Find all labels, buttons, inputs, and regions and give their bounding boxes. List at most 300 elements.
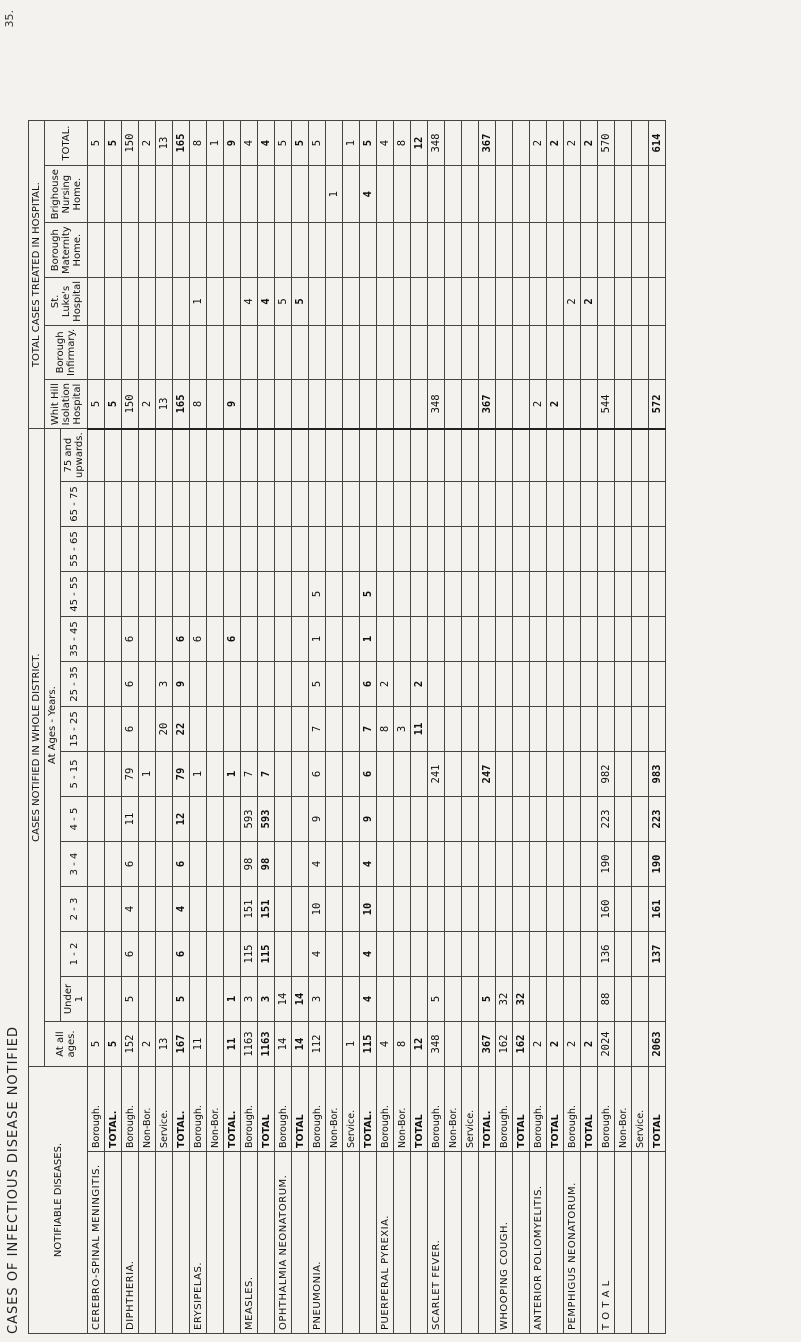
hospital-count-cell xyxy=(428,325,445,379)
hospital-count-cell xyxy=(394,166,411,223)
notified-count-cell xyxy=(326,797,343,842)
notified-count-cell xyxy=(530,842,547,887)
notified-count-cell xyxy=(530,977,547,1022)
notified-count-cell xyxy=(377,617,394,662)
notified-count-cell: 14 xyxy=(275,1022,292,1067)
disease-cell xyxy=(292,1152,309,1334)
hospital-count-cell xyxy=(292,223,309,278)
table-row xyxy=(275,121,292,1334)
notified-count-cell xyxy=(343,797,360,842)
notified-count-cell xyxy=(445,572,462,617)
hospital-count-cell xyxy=(547,278,564,326)
notified-count-cell xyxy=(88,932,105,977)
notified-count-cell xyxy=(224,662,241,707)
notified-count-cell xyxy=(530,887,547,932)
category-cell: TOTAL xyxy=(581,1067,598,1152)
hospital-col-header: Borough Maternity Home. xyxy=(45,223,88,278)
age-col-header: 2 - 3 xyxy=(61,887,88,932)
notified-count-cell: 3 xyxy=(241,977,258,1022)
notified-count-cell xyxy=(326,572,343,617)
category-cell: Non-Bor. xyxy=(615,1067,632,1152)
table-row xyxy=(190,121,207,1334)
hospital-count-cell xyxy=(122,325,139,379)
notified-count-cell: 247 xyxy=(479,752,496,797)
disease-cell xyxy=(343,1152,360,1334)
hospital-count-cell xyxy=(581,380,598,429)
hospital-count-cell xyxy=(343,166,360,223)
hospital-count-cell xyxy=(411,325,428,379)
hospital-count-cell: 2 xyxy=(547,380,564,429)
notified-count-cell xyxy=(343,887,360,932)
hospital-count-cell xyxy=(649,223,666,278)
notified-count-cell: 5 xyxy=(309,572,326,617)
notified-count-cell xyxy=(445,977,462,1022)
hospital-count-cell xyxy=(598,166,615,223)
hospital-count-cell xyxy=(258,223,275,278)
hospital-count-cell xyxy=(309,223,326,278)
hospital-count-cell: 5 xyxy=(105,121,122,166)
notified-count-cell xyxy=(479,797,496,842)
notified-count-cell xyxy=(581,887,598,932)
category-cell: Borough. xyxy=(275,1067,292,1152)
notified-count-cell xyxy=(190,887,207,932)
table-row xyxy=(649,121,666,1334)
hospital-count-cell xyxy=(275,380,292,429)
disease-cell xyxy=(581,1152,598,1334)
disease-cell xyxy=(207,1152,224,1334)
notified-count-cell: 8 xyxy=(377,707,394,752)
notified-count-cell: 6 xyxy=(122,842,139,887)
notified-count-cell: 4 xyxy=(360,842,377,887)
notified-count-cell xyxy=(530,752,547,797)
disease-cell: PEMPHIGUS NEONATORUM. xyxy=(564,1152,581,1334)
notified-count-cell xyxy=(411,429,428,482)
notified-count-cell xyxy=(139,842,156,887)
notified-count-cell xyxy=(632,1022,649,1067)
hospital-count-cell xyxy=(615,380,632,429)
notified-count-cell: 6 xyxy=(190,617,207,662)
category-cell: TOTAL. xyxy=(360,1067,377,1152)
disease-cell xyxy=(139,1152,156,1334)
notified-count-cell xyxy=(207,1022,224,1067)
hospital-count-cell xyxy=(207,325,224,379)
notified-count-cell xyxy=(564,617,581,662)
notified-count-cell: 32 xyxy=(496,977,513,1022)
hospital-count-cell: 150 xyxy=(122,121,139,166)
notified-count-cell xyxy=(207,707,224,752)
hospital-count-cell: 8 xyxy=(190,121,207,166)
notified-count-cell xyxy=(394,887,411,932)
notified-count-cell xyxy=(445,797,462,842)
notified-count-cell xyxy=(547,752,564,797)
notified-count-cell xyxy=(88,662,105,707)
hospital-count-cell xyxy=(309,278,326,326)
notified-count-cell xyxy=(377,752,394,797)
hospital-count-cell xyxy=(513,278,530,326)
hospital-count-cell: 165 xyxy=(173,380,190,429)
hospital-count-cell xyxy=(224,223,241,278)
notified-count-cell: 1163 xyxy=(241,1022,258,1067)
notified-count-cell xyxy=(275,527,292,572)
notified-count-cell xyxy=(445,932,462,977)
hospital-count-cell: 2 xyxy=(564,121,581,166)
notified-count-cell xyxy=(190,932,207,977)
hospital-count-cell xyxy=(241,380,258,429)
notified-count-cell xyxy=(343,617,360,662)
notified-count-cell xyxy=(649,572,666,617)
notified-count-cell xyxy=(428,617,445,662)
table-row xyxy=(258,121,275,1334)
hospital-count-cell: 367 xyxy=(479,121,496,166)
disease-cell xyxy=(615,1152,632,1334)
notified-count-cell xyxy=(411,887,428,932)
notified-count-cell xyxy=(190,797,207,842)
notified-count-cell xyxy=(615,752,632,797)
notified-count-cell: 1 xyxy=(343,1022,360,1067)
notified-count-cell xyxy=(377,482,394,527)
notified-count-cell xyxy=(462,662,479,707)
hospital-count-cell: 9 xyxy=(224,380,241,429)
notified-count-cell xyxy=(513,932,530,977)
notified-count-cell xyxy=(462,887,479,932)
notified-count-cell xyxy=(547,977,564,1022)
category-cell: Service. xyxy=(156,1067,173,1152)
disease-cell: T O T A L xyxy=(598,1152,615,1334)
age-col-header: 3 - 4 xyxy=(61,842,88,887)
hospital-count-cell xyxy=(241,223,258,278)
hospital-count-cell xyxy=(343,223,360,278)
hospital-count-cell xyxy=(275,325,292,379)
notified-count-cell: 7 xyxy=(241,752,258,797)
notified-count-cell xyxy=(326,887,343,932)
notified-count-cell: 152 xyxy=(122,1022,139,1067)
notified-count-cell xyxy=(428,932,445,977)
notified-count-cell: 5 xyxy=(122,977,139,1022)
hospital-count-cell: 614 xyxy=(649,121,666,166)
notified-count-cell xyxy=(377,887,394,932)
notified-count-cell: 2 xyxy=(139,1022,156,1067)
notified-count-cell: 7 xyxy=(309,707,326,752)
notified-count-cell xyxy=(394,977,411,1022)
notified-count-cell xyxy=(462,752,479,797)
notified-count-cell: 98 xyxy=(258,842,275,887)
notified-count-cell xyxy=(88,887,105,932)
notified-count-cell xyxy=(513,482,530,527)
notified-count-cell xyxy=(343,572,360,617)
notified-count-cell xyxy=(530,707,547,752)
notified-count-cell: 11 xyxy=(122,797,139,842)
notified-count-cell: 5 xyxy=(479,977,496,1022)
table-row xyxy=(445,121,462,1334)
table-row xyxy=(547,121,564,1334)
notified-count-cell xyxy=(343,527,360,572)
notified-count-cell xyxy=(156,752,173,797)
notified-count-cell: 6 xyxy=(122,617,139,662)
notified-count-cell xyxy=(173,527,190,572)
hospital-count-cell xyxy=(190,223,207,278)
notified-count-cell xyxy=(462,429,479,482)
category-cell: Borough. xyxy=(598,1067,615,1152)
hospital-count-cell xyxy=(632,278,649,326)
hospital-count-cell xyxy=(139,223,156,278)
notified-count-cell xyxy=(649,662,666,707)
disease-cell: SCARLET FEVER. xyxy=(428,1152,445,1334)
notified-count-cell xyxy=(139,662,156,707)
hospital-count-cell: 2 xyxy=(581,278,598,326)
hospital-count-cell xyxy=(649,166,666,223)
hospital-count-cell xyxy=(190,166,207,223)
notified-count-cell xyxy=(394,752,411,797)
disease-cell: DIPHTHERIA. xyxy=(122,1152,139,1334)
notified-count-cell: 190 xyxy=(598,842,615,887)
notified-count-cell xyxy=(326,527,343,572)
notified-count-cell xyxy=(326,977,343,1022)
notified-count-cell xyxy=(360,482,377,527)
notified-count-cell xyxy=(275,932,292,977)
notified-count-cell xyxy=(88,977,105,1022)
hospital-count-cell: 1 xyxy=(326,166,343,223)
notified-count-cell: 3 xyxy=(394,707,411,752)
notified-count-cell xyxy=(564,932,581,977)
notified-count-cell xyxy=(88,752,105,797)
notified-count-cell xyxy=(598,527,615,572)
hospital-count-cell: 570 xyxy=(598,121,615,166)
notified-count-cell xyxy=(564,707,581,752)
hospital-count-cell xyxy=(173,166,190,223)
notified-count-cell: 241 xyxy=(428,752,445,797)
hospital-count-cell xyxy=(513,223,530,278)
notified-count-cell xyxy=(88,482,105,527)
notified-count-cell xyxy=(207,797,224,842)
notified-count-cell: 5 xyxy=(173,977,190,1022)
hospital-count-cell xyxy=(173,325,190,379)
notified-count-cell xyxy=(377,429,394,482)
notified-count-cell xyxy=(224,932,241,977)
table-row xyxy=(360,121,377,1334)
notified-count-cell xyxy=(615,887,632,932)
notified-count-cell xyxy=(411,482,428,527)
hospital-count-cell xyxy=(428,223,445,278)
notified-count-cell xyxy=(224,429,241,482)
hospital-count-cell xyxy=(360,380,377,429)
notified-count-cell xyxy=(156,887,173,932)
category-cell: TOTAL xyxy=(292,1067,309,1152)
table-row xyxy=(309,121,326,1334)
notified-count-cell: 12 xyxy=(411,1022,428,1067)
notified-count-cell xyxy=(207,572,224,617)
hospital-count-cell xyxy=(156,166,173,223)
notified-count-cell xyxy=(496,932,513,977)
notified-count-cell xyxy=(513,572,530,617)
notified-count-cell: 223 xyxy=(598,797,615,842)
category-cell: TOTAL xyxy=(513,1067,530,1152)
notified-count-cell xyxy=(292,429,309,482)
hospital-col-header: TOTAL. xyxy=(45,121,88,166)
hospital-count-cell xyxy=(598,325,615,379)
notified-count-cell xyxy=(326,662,343,707)
category-cell: Non-Bor. xyxy=(326,1067,343,1152)
notified-count-cell xyxy=(445,707,462,752)
notified-count-cell xyxy=(156,977,173,1022)
notified-count-cell xyxy=(292,797,309,842)
notified-count-cell xyxy=(105,842,122,887)
notified-count-cell xyxy=(207,752,224,797)
notified-count-cell: 9 xyxy=(173,662,190,707)
notified-count-cell: 79 xyxy=(173,752,190,797)
category-cell: Service. xyxy=(343,1067,360,1152)
notified-count-cell xyxy=(547,707,564,752)
notified-count-cell xyxy=(564,797,581,842)
notified-count-cell xyxy=(632,887,649,932)
notified-count-cell: 98 xyxy=(241,842,258,887)
notified-count-cell xyxy=(292,842,309,887)
notified-count-cell xyxy=(513,662,530,707)
notified-count-cell xyxy=(445,842,462,887)
hospital-count-cell xyxy=(598,278,615,326)
notified-count-cell xyxy=(615,842,632,887)
notified-count-cell xyxy=(479,932,496,977)
table-row xyxy=(122,121,139,1334)
category-cell: TOTAL. xyxy=(105,1067,122,1152)
notified-count-cell xyxy=(615,707,632,752)
notified-count-cell: 14 xyxy=(292,977,309,1022)
notified-count-cell xyxy=(496,887,513,932)
hospital-count-cell xyxy=(428,166,445,223)
notified-count-cell xyxy=(411,797,428,842)
age-col-header: 35 - 45 xyxy=(61,617,88,662)
hospital-count-cell: 150 xyxy=(122,380,139,429)
notified-count-cell xyxy=(547,527,564,572)
hospital-count-cell xyxy=(139,325,156,379)
notified-count-cell xyxy=(139,977,156,1022)
notified-count-cell xyxy=(581,527,598,572)
table-row xyxy=(428,121,445,1334)
notified-count-cell xyxy=(581,797,598,842)
disease-cell xyxy=(258,1152,275,1334)
notified-count-cell xyxy=(632,932,649,977)
page-title: CASES OF INFECTIOUS DISEASE NOTIFIED xyxy=(6,1026,21,1334)
notified-count-cell: 1 xyxy=(224,752,241,797)
notified-count-cell xyxy=(156,932,173,977)
hospital-count-cell: 13 xyxy=(156,380,173,429)
hospital-count-cell xyxy=(377,278,394,326)
notified-count-cell: 2063 xyxy=(649,1022,666,1067)
hospital-count-cell xyxy=(564,325,581,379)
disease-cell xyxy=(462,1152,479,1334)
notified-count-cell xyxy=(445,887,462,932)
notified-count-cell xyxy=(88,707,105,752)
notified-count-cell xyxy=(564,482,581,527)
notified-count-cell xyxy=(615,527,632,572)
hospital-count-cell: 2 xyxy=(581,121,598,166)
notified-count-cell xyxy=(309,527,326,572)
hospital-count-cell xyxy=(343,325,360,379)
table-row xyxy=(292,121,309,1334)
hospital-count-cell xyxy=(190,325,207,379)
notified-count-cell xyxy=(496,617,513,662)
hospital-count-cell xyxy=(445,166,462,223)
hospital-count-cell xyxy=(632,223,649,278)
hospital-count-cell xyxy=(360,223,377,278)
notified-count-cell xyxy=(275,572,292,617)
notified-count-cell: 5 xyxy=(428,977,445,1022)
notified-count-cell xyxy=(411,572,428,617)
notified-count-cell: 1163 xyxy=(258,1022,275,1067)
notified-count-cell: 3 xyxy=(258,977,275,1022)
notified-count-cell xyxy=(292,482,309,527)
notified-count-cell xyxy=(547,887,564,932)
disease-cell: OPHTHALMIA NEONATORUM. xyxy=(275,1152,292,1334)
hospital-count-cell xyxy=(105,166,122,223)
notified-count-cell xyxy=(173,572,190,617)
hospital-count-cell xyxy=(326,380,343,429)
notified-count-cell xyxy=(190,662,207,707)
notified-count-cell xyxy=(292,662,309,707)
notified-count-cell xyxy=(105,527,122,572)
hospital-count-cell xyxy=(496,121,513,166)
notified-count-cell: 11 xyxy=(224,1022,241,1067)
notified-count-cell xyxy=(207,662,224,707)
notified-count-cell xyxy=(394,617,411,662)
notified-count-cell xyxy=(513,707,530,752)
hospital-col-header: Brighouse Nursing Home. xyxy=(45,166,88,223)
notified-count-cell xyxy=(122,527,139,572)
notified-count-cell xyxy=(326,617,343,662)
notified-count-cell xyxy=(411,977,428,1022)
notified-count-cell: 9 xyxy=(360,797,377,842)
notified-count-cell: 7 xyxy=(258,752,275,797)
hospital-count-cell xyxy=(394,278,411,326)
hospital-count-cell xyxy=(513,325,530,379)
notified-count-cell xyxy=(258,527,275,572)
hospital-count-cell: 8 xyxy=(190,380,207,429)
hospital-count-cell xyxy=(156,223,173,278)
notified-count-cell xyxy=(428,482,445,527)
notified-count-cell xyxy=(224,482,241,527)
hospital-count-cell xyxy=(326,121,343,166)
disease-cell xyxy=(445,1152,462,1334)
notified-count-cell xyxy=(156,572,173,617)
notified-count-cell xyxy=(156,527,173,572)
notified-count-cell xyxy=(615,1022,632,1067)
notified-count-cell: 2 xyxy=(581,1022,598,1067)
hospital-count-cell xyxy=(564,223,581,278)
header-row-groups xyxy=(29,121,45,1334)
hospital-col-header: Borough Infirmary. xyxy=(45,325,88,379)
disease-cell xyxy=(105,1152,122,1334)
table-row xyxy=(564,121,581,1334)
table-row xyxy=(105,121,122,1334)
notified-count-cell xyxy=(258,482,275,527)
notified-count-cell xyxy=(343,662,360,707)
notified-count-cell xyxy=(445,662,462,707)
hospital-count-cell xyxy=(411,278,428,326)
notified-count-cell xyxy=(156,797,173,842)
notified-count-cell xyxy=(411,932,428,977)
hospital-count-cell xyxy=(462,278,479,326)
category-cell: TOTAL xyxy=(411,1067,428,1152)
hospital-count-cell: 2 xyxy=(564,278,581,326)
hospital-count-cell xyxy=(309,166,326,223)
notified-count-cell xyxy=(615,977,632,1022)
notified-count-cell xyxy=(122,482,139,527)
notified-count-cell xyxy=(88,617,105,662)
notified-count-cell: 5 xyxy=(360,572,377,617)
notified-count-cell: 115 xyxy=(241,932,258,977)
notified-count-cell xyxy=(394,797,411,842)
hospital-count-cell xyxy=(88,166,105,223)
at-ages-label: At Ages - Years. xyxy=(45,429,61,1022)
